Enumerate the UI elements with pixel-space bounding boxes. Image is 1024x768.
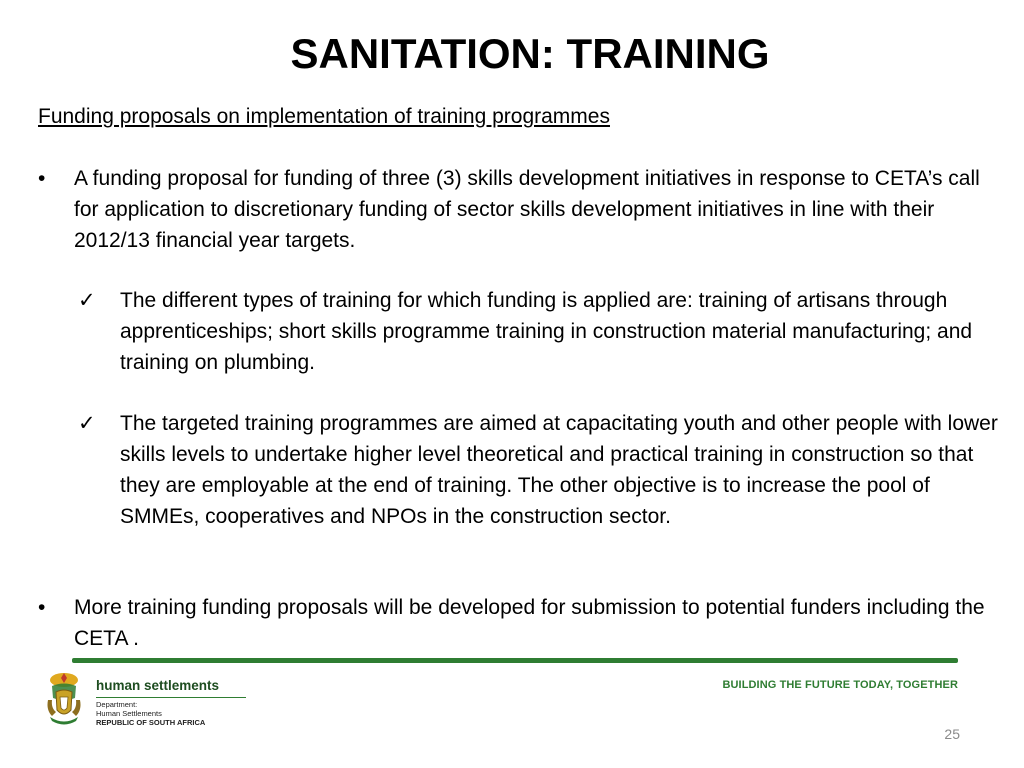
bullet-marker: •	[38, 596, 46, 619]
bullet-item	[38, 592, 998, 654]
country-label: REPUBLIC OF SOUTH AFRICA	[96, 718, 206, 727]
coat-of-arms-icon	[40, 670, 88, 726]
department-subtitle	[96, 700, 205, 727]
department-name: human settlements	[96, 678, 220, 693]
check-icon: ✓	[78, 289, 96, 312]
sub-bullet-item	[78, 408, 998, 532]
bullet-text: More training funding proposals will be developed for submission to potential funders including the CETA .	[74, 596, 985, 650]
check-icon: ✓	[78, 412, 96, 435]
sub-bullet-text: The different types of training for which funding is applied are: training of artisans through apprenticeships; short skills programme training in construction material manufacturing; and training on plumbing.	[120, 289, 973, 374]
footer-slogan: BUILDING THE FUTURE TODAY, TOGETHER	[722, 679, 958, 691]
section-subheading: Funding proposals on implementation of training programmes	[38, 105, 610, 128]
logo-divider	[96, 697, 246, 698]
page-number: 25	[944, 726, 960, 742]
department-label: Human Settlements	[96, 709, 162, 718]
bullet-marker: •	[38, 167, 46, 190]
department-label: Department:	[96, 700, 138, 709]
sub-bullet-text: The targeted training programmes are aimed at capacitating youth and other people with lower skills levels to undertake higher level theoretical and practical training in construction so that they are employable at the end of training. The other objective is to increase the pool of SMMEs, cooperatives and NPOs in the construction sector.	[120, 412, 998, 528]
bullet-text: A funding proposal for funding of three (3) skills development initiatives in response to CETA’s call for application to discretionary funding of sector skills development initiatives in line with their 2012/13 financial year targets.	[74, 167, 980, 252]
sub-bullet-item	[78, 285, 998, 378]
bullet-item	[38, 163, 998, 256]
slide-title: SANITATION: TRAINING	[290, 30, 770, 77]
department-logo	[40, 670, 220, 727]
footer-divider	[72, 658, 958, 663]
